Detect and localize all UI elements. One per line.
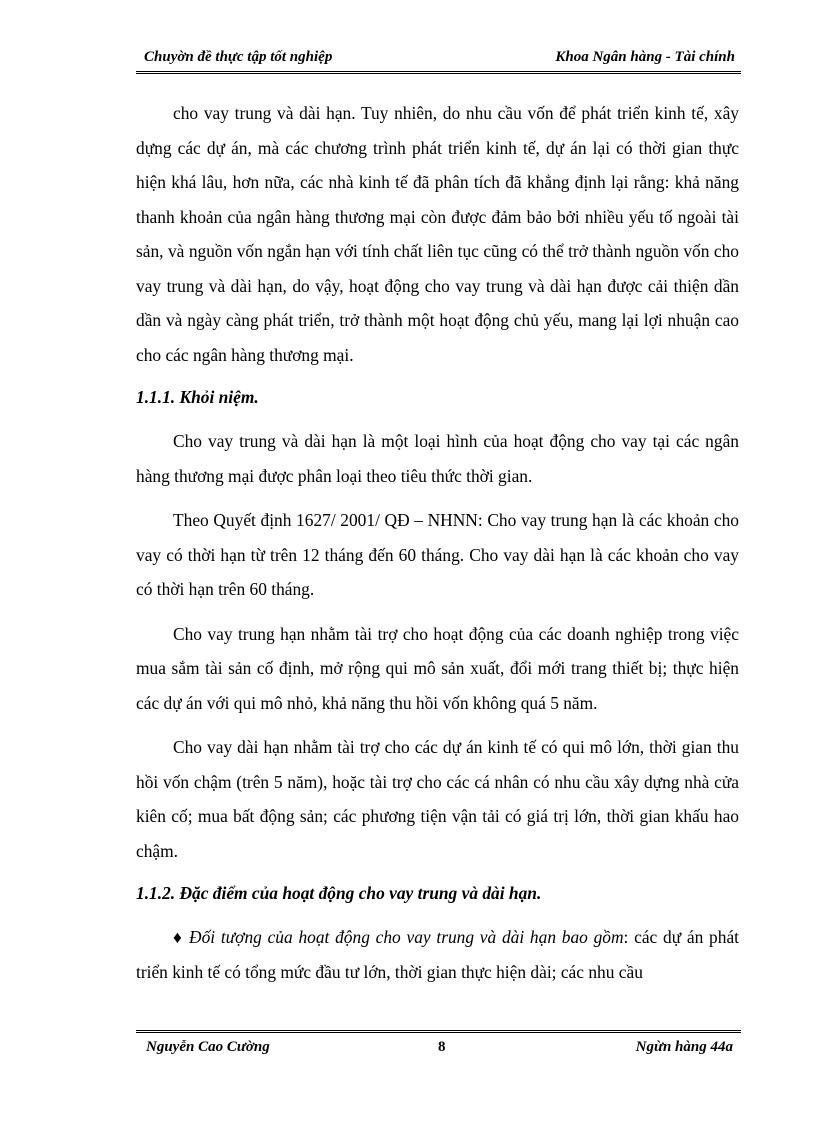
header-right-title: Khoa Ngân hàng - Tài chính [555, 49, 735, 65]
paragraph-definition: Cho vay trung và dài hạn là một loại hình của hoạt động cho vay tại các ngân hàng thương mại được phân loại theo tiêu thức thời gian. [136, 431, 739, 486]
paragraph-intro: cho vay trung và dài hạn. Tuy nhiên, do nhu cầu vốn để phát triển kinh tế, xây dựng các dự án, mà các chương trình phát triển kinh tế, dự án lại có thời gian thực hiện khá lâu, hơn nữa, các nhà kinh tế đã phân tích đã khẳng định lại rằng: khả năng thanh khoản của ngân hàng thương mại còn được đảm bảo bởi nhiều yếu tố ngoài tài sản, và nguồn vốn ngắn hạn với tính chất liên tục cũng có thể trở thành nguồn vốn cho vay trung và dài hạn, do vậy, hoạt động cho vay trung và dài hạn được cải thiện dần dần và ngày càng phát triển, trở thành một hoạt động chủ yếu, mang lại lợi nhuận cao cho các ngân hàng thương mại. [136, 103, 739, 365]
paragraph-decision: Theo Quyết định 1627/ 2001/ QĐ – NHNN: Cho vay trung hạn là các khoản cho vay có thời hạn từ trên 12 tháng đến 60 tháng. Cho vay dài hạn là các khoản cho vay có thời hạn trên 60 tháng. [136, 510, 739, 599]
page-footer [136, 1030, 741, 1063]
page-header [136, 47, 741, 74]
paragraph-long-term: Cho vay dài hạn nhằm tài trợ cho các dự án kinh tế có qui mô lớn, thời gian thu hồi vốn chậm (trên 5 năm), hoặc tài trợ cho các cá nhân có nhu cầu xây dựng nhà cửa kiên cố; mua bất động sản; các phương tiện vận tải có giá trị lớn, thời gian khấu hao chậm. [136, 737, 739, 861]
page-number: 8 [438, 1039, 446, 1055]
footer-class: Ngừn hàng 44a [635, 1039, 733, 1055]
bullet-label: ♦ Đối tượng của hoạt động cho vay trung và dài hạn bao gồm [173, 927, 624, 947]
section-heading-1-1-1: 1.1.1. Khỏi niệm. [136, 387, 259, 407]
bullet-text: : các dự án phát triển kinh tế có tổng mức đầu tư lớn, thời gian thực hiện dài; các nhu cầu [136, 927, 739, 982]
paragraph-objects [136, 920, 739, 989]
footer-author: Nguyễn Cao Cường [146, 1039, 270, 1055]
header-left-title: Chuyờn đề thực tập tốt nghiệp [144, 49, 333, 65]
section-heading-1-1-2: 1.1.2. Đặc điểm của hoạt động cho vay trung và dài hạn. [136, 883, 542, 903]
page-content [136, 96, 739, 999]
paragraph-medium-term: Cho vay trung hạn nhằm tài trợ cho hoạt động của các doanh nghiệp trong việc mua sắm tài sản cố định, mở rộng qui mô sản xuất, đổi mới trang thiết bị; thực hiện các dự án với qui mô nhỏ, khả năng thu hồi vốn không quá 5 năm. [136, 623, 739, 713]
